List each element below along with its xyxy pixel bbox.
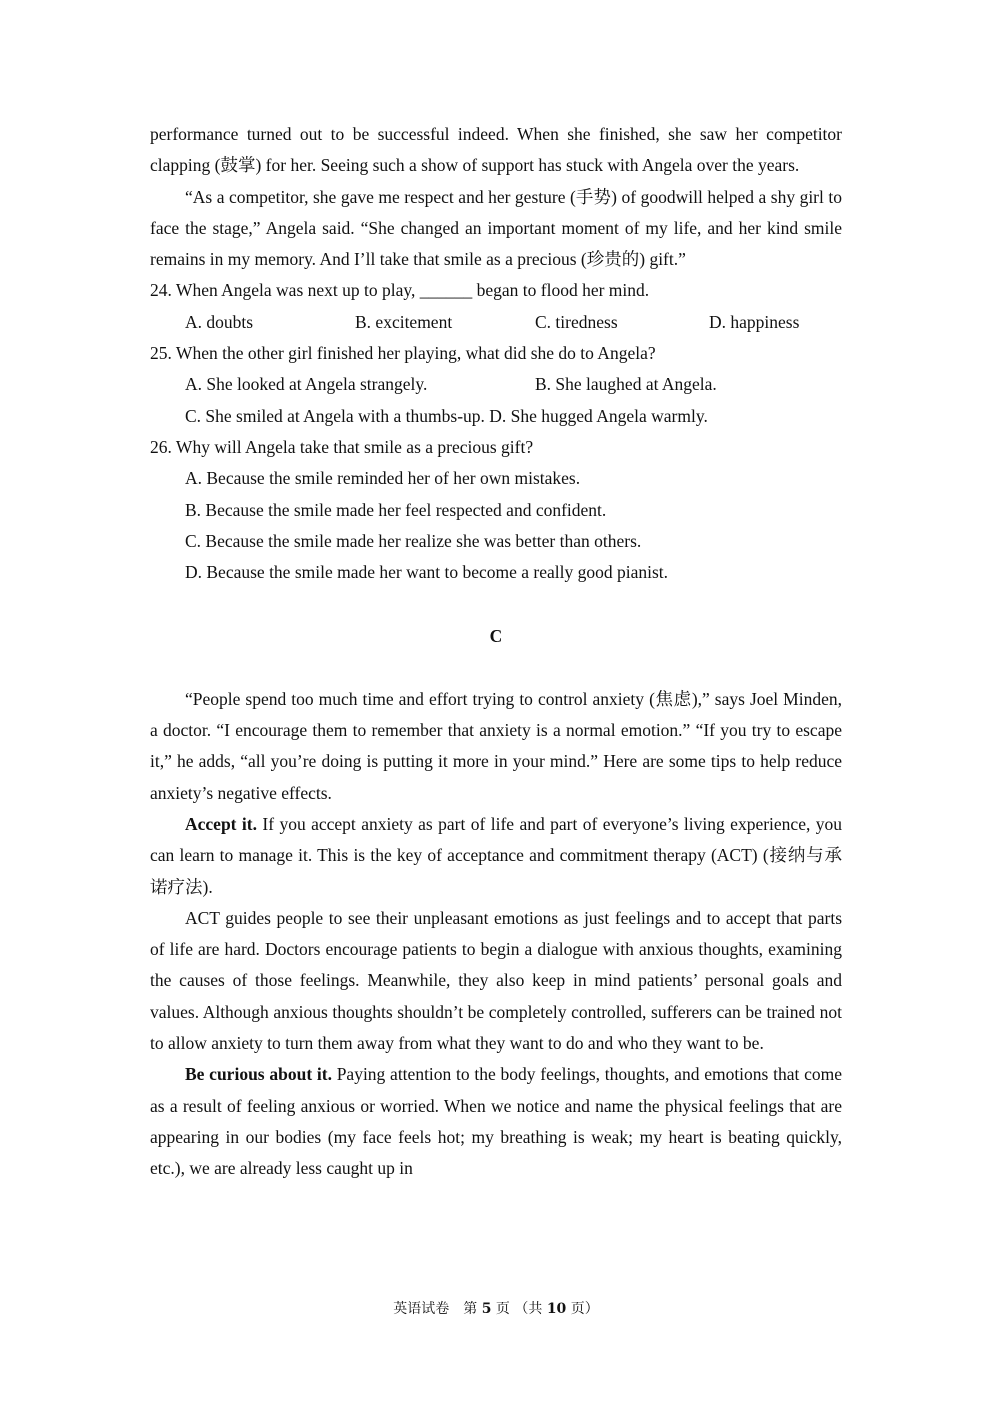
section-c-paragraph: ACT guides people to see their unpleasant emotions as just feelings and to accept that parts of life are hard. Doctors encourage patients to begin a dialogue with anxious thoughts, examining the causes of those feelings. Meanwhile, they also keep in mind patients’ personal goals and values. Although anxious thoughts shouldn’t be completely controlled, sufferers can be trained not to allow anxiety to turn them away from what they want to do and who they want to be. (150, 907, 842, 1054)
tip-heading: Accept it. (185, 813, 257, 834)
section-c-title: C (489, 626, 503, 647)
option-c: C. She smiled at Angela with a thumbs-up. (185, 405, 485, 426)
page-footer (0, 1298, 992, 1318)
footer-total-pages: 10 (546, 1301, 567, 1317)
question-25-options-row2 (150, 401, 842, 432)
option-a: A. Because the smile reminded her of her own mistakes. (185, 468, 581, 489)
option-b: B. She laughed at Angela. (535, 374, 717, 395)
exam-page (150, 119, 842, 1185)
option-c: C. tiredness (535, 311, 618, 332)
option-b: B. excitement (355, 311, 453, 332)
footer-page-number: 5 (481, 1301, 492, 1317)
option-c: C. Because the smile made her realize she was better than others. (185, 530, 642, 551)
option-d: D. Because the smile made her want to become a really good pianist. (185, 562, 669, 583)
tip-body: If you accept anxiety as part of life and part of everyone’s living experience, you can learn to manage it. This is the key of acceptance and commitment therapy (ACT) (接纳与承诺疗法). (150, 813, 842, 897)
footer-suffix: 页） (566, 1301, 599, 1317)
footer-middle: 页 （共 (491, 1301, 547, 1317)
section-c-paragraph: “People spend too much time and effort trying to control anxiety (焦虑),” says Joel Minden, a doctor. “I encourage them to remember that anxiety is a normal emotion.” “If you try to escape it,” he adds, “all you’re doing is putting it more in your mind.” Here are some tips to help reduce anxiety’s negative effects. (150, 688, 842, 803)
tip-heading: Be curious about it. (185, 1064, 332, 1085)
option-d: D. happiness (709, 311, 800, 332)
passage-b-paragraph: performance turned out to be successful indeed. When she finished, she saw her competitor clapping (鼓掌) for her. Seeing such a show of support has stuck with Angela over the years. (150, 124, 842, 176)
question-25-options-row1 (150, 369, 842, 400)
question-24-stem: 24. When Angela was next up to play, ______ began to flood her mind. (150, 280, 650, 301)
passage-b-paragraph: “As a competitor, she gave me respect and her gesture (手势) of goodwill helped a shy girl to face the stage,” Angela said. “She changed an important moment of my life, and her kind smile remains in my memory. And I’ll take that smile as a precious (珍贵的) gift.” (150, 186, 842, 270)
section-c-paragraph (150, 809, 842, 903)
question-24-options (150, 307, 842, 338)
tip-body: Paying attention to the body feelings, thoughts, and emotions that come as a result of feeling anxious or worried. When we notice and name the physical feelings that are appearing in our bodies (my face feels hot; my breathing is weak; my heart is beating quickly, etc.), we are already less caught up in (150, 1064, 842, 1179)
option-a: A. doubts (185, 311, 254, 332)
option-b: B. Because the smile made her feel respected and confident. (185, 499, 607, 520)
section-c-paragraph (150, 1059, 842, 1184)
question-26-stem: 26. Why will Angela take that smile as a precious gift? (150, 436, 534, 457)
question-25-stem: 25. When the other girl finished her playing, what did she do to Angela? (150, 343, 656, 364)
option-d: D. She hugged Angela warmly. (489, 405, 708, 426)
footer-prefix: 英语试卷 第 (393, 1301, 482, 1317)
option-a: A. She looked at Angela strangely. (185, 374, 428, 395)
